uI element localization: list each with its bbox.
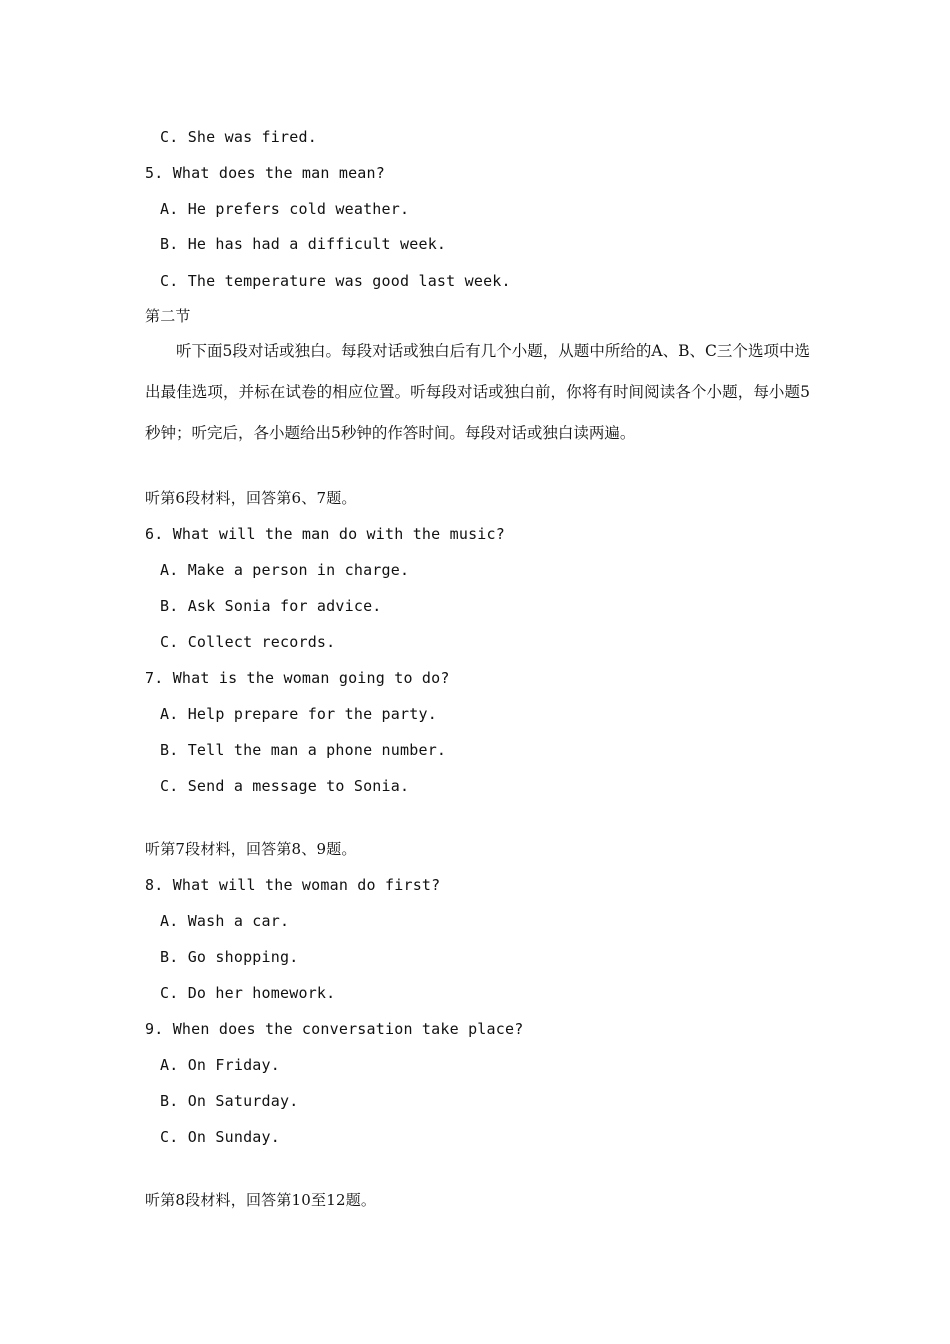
q4-option-c: C. She was fired. [160,128,317,146]
q8-option-b: B. Go shopping. [160,948,299,966]
question-9: 9. When does the conversation take place? [145,1020,524,1038]
section-instructions: 听下面5段对话或独白。每段对话或独白后有几个小题，从题中所给的A、B、C三个选项中选出最佳选项，并标在试卷的相应位置。听每段对话或独白前，你将有时间阅读各个小题，每小题5秒钟；听完后，各小题给出5秒钟的作答时间。每段对话或独白读两遍。 [145,342,810,442]
q9-option-a: A. On Friday. [160,1056,280,1074]
question-7: 7. What is the woman going to do? [145,669,450,687]
question-8: 8. What will the woman do first? [145,876,441,894]
material-8-heading: 听第8段材料，回答第10至12题。 [145,1191,377,1209]
q6-option-c: C. Collect records. [160,633,336,651]
q6-option-b: B. Ask Sonia for advice. [160,597,382,615]
q5-option-a: A. He prefers cold weather. [160,200,410,218]
question-5: 5. What does the man mean? [145,164,385,182]
q5-option-c: C. The temperature was good last week. [160,272,511,290]
material-6-heading: 听第6段材料，回答第6、7题。 [145,489,357,507]
q6-option-a: A. Make a person in charge. [160,561,410,579]
q5-option-b: B. He has had a difficult week. [160,235,447,253]
question-6: 6. What will the man do with the music? [145,525,505,543]
section-heading: 第二节 [145,307,191,325]
q8-option-a: A. Wash a car. [160,912,290,930]
q7-option-c: C. Send a message to Sonia. [160,777,410,795]
material-7-heading: 听第7段材料，回答第8、9题。 [145,840,357,858]
q7-option-a: A. Help prepare for the party. [160,705,437,723]
q9-option-c: C. On Sunday. [160,1128,280,1146]
q7-option-b: B. Tell the man a phone number. [160,741,447,759]
q9-option-b: B. On Saturday. [160,1092,299,1110]
q8-option-c: C. Do her homework. [160,984,336,1002]
